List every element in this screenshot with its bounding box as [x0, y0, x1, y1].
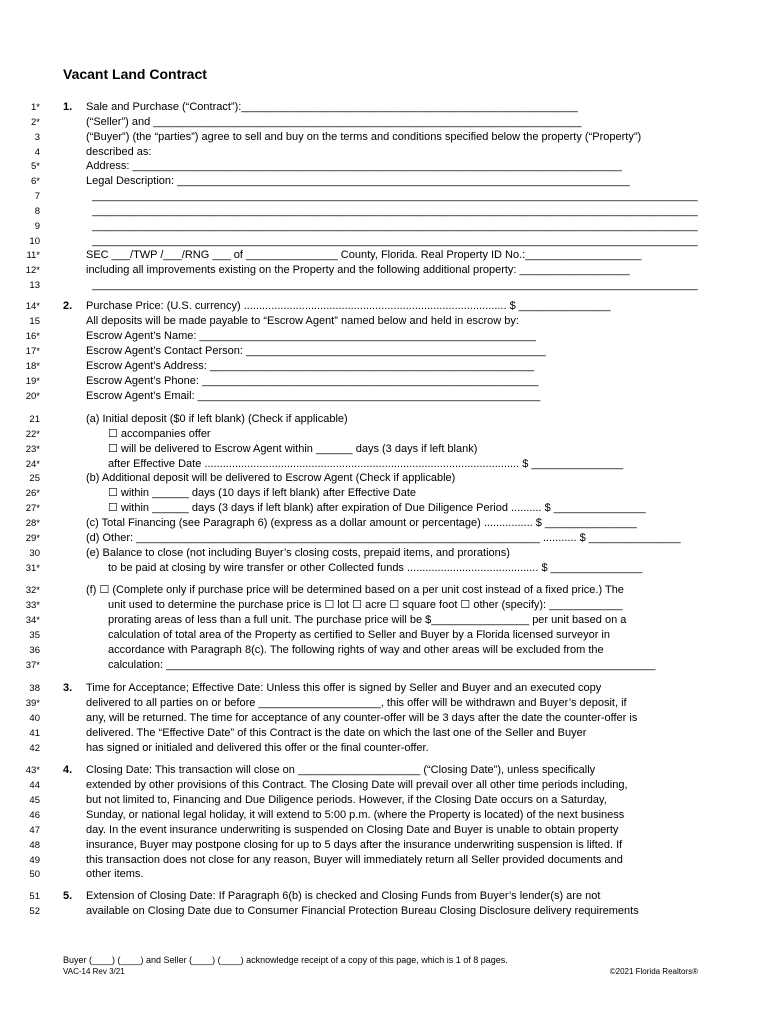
contract-line: [0, 823, 770, 838]
line-text: prorating areas of less than a full unit. The purchase price will be $________________ per unit based on a: [108, 614, 627, 626]
line-number: 18*: [25, 361, 40, 372]
line-number: 48: [29, 840, 40, 851]
line-text: ☐ within ______ days (10 days if left blank) after Effective Date: [108, 487, 417, 499]
contract-line: [0, 115, 770, 130]
line-text: described as:: [86, 146, 152, 158]
contract-line: [0, 838, 770, 853]
line-text: (“Seller”) and ______________________________________________________________________: [86, 116, 582, 128]
contract-line: [0, 234, 770, 249]
contract-line: [0, 808, 770, 823]
line-text: this transaction does not close for any reason, Buyer will immediately return all Seller provided documents and: [86, 854, 623, 866]
line-number: 35: [29, 630, 40, 641]
line-text: after Effective Date ....................................................................................................... $ _______________: [108, 458, 624, 470]
line-text: calculation: ________________________________________________________________________________: [108, 659, 656, 671]
line-number: 9: [34, 221, 40, 232]
line-number: 3: [34, 132, 40, 143]
line-number: 34*: [25, 615, 40, 626]
line-text: (a) Initial deposit ($0 if left blank) (Check if applicable): [86, 413, 348, 425]
line-text: Purchase Price: (U.S. currency) ...................................................................................... $ _______________: [86, 300, 611, 312]
line-text: to be paid at closing by wire transfer or other Collected funds ........................................... $ _______________: [108, 562, 643, 574]
line-number: 26*: [25, 488, 40, 499]
contract-line: [0, 793, 770, 808]
line-text: Escrow Agent’s Phone: _______________________________________________________: [86, 375, 539, 387]
line-text: ☐ will be delivered to Escrow Agent within ______ days (3 days if left blank): [108, 443, 478, 455]
line-text: ___________________________________________________________________________________________________: [92, 220, 698, 232]
line-number: 42: [29, 743, 40, 754]
line-number: 29*: [25, 533, 40, 544]
line-text: day. In the event insurance underwriting is suspended on Closing Date and Buyer is unable to obtain property: [86, 824, 619, 836]
line-number: 37*: [25, 660, 40, 671]
contract-line: [0, 598, 770, 613]
contract-line: [0, 374, 770, 389]
line-text: Sale and Purchase (“Contract”):_______________________________________________________: [86, 101, 578, 113]
line-text: SEC ___/TWP /___/RNG ___ of _______________ County, Florida. Real Property ID No.:___________________: [86, 249, 642, 261]
line-text: calculation of total area of the Property as certified to Seller and Buyer by a Florida licensed surveyor in: [108, 629, 610, 641]
line-text: (b) Additional deposit will be delivered to Escrow Agent (Check if applicable): [86, 472, 456, 484]
contract-line: [0, 359, 770, 374]
line-number: 51: [29, 891, 40, 902]
contract-line: [0, 889, 770, 904]
line-text: ___________________________________________________________________________________________________: [92, 279, 698, 291]
contract-line: [0, 442, 770, 457]
contract-line: [0, 853, 770, 868]
line-text: Legal Description: __________________________________________________________________________: [86, 175, 630, 187]
contract-line: [0, 546, 770, 561]
copyright: ©2021 Florida Realtors®: [609, 967, 698, 976]
contract-line: [0, 867, 770, 882]
line-number: 45: [29, 795, 40, 806]
contract-line: [0, 263, 770, 278]
section-number: 2.: [63, 300, 73, 312]
contract-line: [0, 278, 770, 293]
contract-line: [0, 299, 770, 314]
contract-line: [0, 100, 770, 115]
contract-line: [0, 501, 770, 516]
line-number: 23*: [25, 444, 40, 455]
contract-line: [0, 741, 770, 756]
line-number: 41: [29, 728, 40, 739]
line-text: delivered. The “Effective Date” of this Contract is the date on which the last one of the Seller and Buyer: [86, 727, 587, 739]
line-number: 4: [34, 147, 40, 158]
contract-line: [0, 344, 770, 359]
line-text: including all improvements existing on the Property and the following additional property: __________________: [86, 264, 630, 276]
line-text: Escrow Agent’s Contact Person: _________________________________________________: [86, 345, 546, 357]
line-number: 43*: [25, 765, 40, 776]
line-number: 10: [29, 236, 40, 247]
contract-line: [0, 583, 770, 598]
line-number: 46: [29, 810, 40, 821]
contract-line: [0, 248, 770, 263]
line-number: 25: [29, 473, 40, 484]
line-number: 32*: [25, 585, 40, 596]
line-text: unit used to determine the purchase price is ☐ lot ☐ acre ☐ square foot ☐ other (specify): ____________: [108, 599, 623, 611]
contract-line: [0, 681, 770, 696]
line-number: 49: [29, 855, 40, 866]
line-text: ☐ within ______ days (3 days if left blank) after expiration of Due Diligence Period .......... $ _______________: [108, 502, 646, 514]
contract-line: [0, 486, 770, 501]
line-number: 5*: [31, 161, 40, 172]
contract-line: [0, 329, 770, 344]
line-text: (d) Other: __________________________________________________________________ ........... $ _______________: [86, 532, 681, 544]
line-text: Escrow Agent’s Address: _____________________________________________________: [86, 360, 535, 372]
line-text: insurance, Buyer may postpone closing for up to 5 days after the insurance underwriting suspension is lifted. If: [86, 839, 623, 851]
contract-line: [0, 174, 770, 189]
line-number: 36: [29, 645, 40, 656]
contract-line: [0, 189, 770, 204]
line-number: 40: [29, 713, 40, 724]
contract-line: [0, 457, 770, 472]
contract-line: [0, 145, 770, 160]
line-number: 20*: [25, 391, 40, 402]
section-number: 4.: [63, 764, 73, 776]
contract-line: [0, 531, 770, 546]
line-number: 52: [29, 906, 40, 917]
line-number: 2*: [31, 117, 40, 128]
line-number: 50: [29, 869, 40, 880]
section-number: 1.: [63, 101, 73, 113]
line-text: ___________________________________________________________________________________________________: [92, 190, 698, 202]
contract-line: [0, 696, 770, 711]
contract-line: [0, 561, 770, 576]
line-number: 6*: [31, 176, 40, 187]
contract-line: [0, 613, 770, 628]
line-number: 16*: [25, 331, 40, 342]
line-number: 22*: [25, 429, 40, 440]
section-number: 5.: [63, 890, 73, 902]
section-number: 3.: [63, 682, 73, 694]
line-text: (e) Balance to close (not including Buyer’s closing costs, prepaid items, and prorations): [86, 547, 510, 559]
line-number: 33*: [25, 600, 40, 611]
line-text: accordance with Paragraph 8(c). The following rights of way and other areas will be excluded from the: [108, 644, 604, 656]
line-number: 28*: [25, 518, 40, 529]
line-text: but not limited to, Financing and Due Diligence periods. However, if the Closing Date occurs on a Saturday,: [86, 794, 607, 806]
line-text: any, will be returned. The time for acceptance of any counter-offer will be 3 days after the date the counter-offer is: [86, 712, 638, 724]
line-number: 8: [34, 206, 40, 217]
contract-line: [0, 471, 770, 486]
contract-line: [0, 726, 770, 741]
page-acknowledgement: Buyer (____) (____) and Seller (____) (____) acknowledge receipt of a copy of this page, which is 1 of 8 pages.: [63, 955, 508, 965]
line-number: 21: [29, 414, 40, 425]
line-text: Address: ________________________________________________________________________________: [86, 160, 622, 172]
line-text: ☐ accompanies offer: [108, 428, 211, 440]
line-number: 17*: [25, 346, 40, 357]
line-number: 15: [29, 316, 40, 327]
line-text: Closing Date: This transaction will close on ____________________ (“Closing Date”), unless specifically: [86, 764, 596, 776]
document-title: Vacant Land Contract: [63, 66, 207, 82]
line-number: 27*: [25, 503, 40, 514]
line-text: extended by other provisions of this Contract. The Closing Date will prevail over all other time periods including,: [86, 779, 628, 791]
contract-line: [0, 778, 770, 793]
line-number: 12*: [25, 265, 40, 276]
line-number: 1*: [31, 102, 40, 113]
line-text: Escrow Agent’s Name: _______________________________________________________: [86, 330, 536, 342]
line-text: (c) Total Financing (see Paragraph 6) (express as a dollar amount or percentage) ................ $ _______________: [86, 517, 637, 529]
line-text: delivered to all parties on or before ____________________, this offer will be withdrawn and Buyer’s deposit, if: [86, 697, 627, 709]
line-number: 24*: [25, 459, 40, 470]
line-text: has signed or initialed and delivered this offer or the final counter-offer.: [86, 742, 429, 754]
line-text: available on Closing Date due to Consumer Financial Protection Bureau Closing Disclosure delivery requirements: [86, 905, 639, 917]
line-number: 13: [29, 280, 40, 291]
line-number: 31*: [25, 563, 40, 574]
line-text: All deposits will be made payable to “Escrow Agent” named below and held in escrow by:: [86, 315, 519, 327]
line-text: other items.: [86, 868, 144, 880]
line-text: (f) ☐ (Complete only if purchase price will be determined based on a per unit cost instead of a fixed price.) The: [86, 584, 624, 596]
line-number: 7: [34, 191, 40, 202]
line-text: (“Buyer”) (the “parties”) agree to sell and buy on the terms and conditions specified below the property (“Property”): [86, 131, 642, 143]
contract-line: [0, 204, 770, 219]
contract-line: [0, 904, 770, 919]
contract-line: [0, 658, 770, 673]
contract-line: [0, 412, 770, 427]
line-text: ___________________________________________________________________________________________________: [92, 205, 698, 217]
contract-line: [0, 159, 770, 174]
line-text: Extension of Closing Date: If Paragraph 6(b) is checked and Closing Funds from Buyer’s lender(s) are not: [86, 890, 601, 902]
contract-line: [0, 711, 770, 726]
contract-line: [0, 314, 770, 329]
form-id: VAC-14 Rev 3/21: [63, 967, 125, 976]
contract-line: [0, 427, 770, 442]
line-number: 11*: [26, 250, 40, 261]
line-number: 39*: [25, 698, 40, 709]
line-number: 19*: [25, 376, 40, 387]
contract-line: [0, 219, 770, 234]
line-text: Sunday, or national legal holiday, it will extend to 5:00 p.m. (where the Property is located) of the next business: [86, 809, 625, 821]
line-text: ___________________________________________________________________________________________________: [92, 235, 698, 247]
contract-line: [0, 628, 770, 643]
line-text: Time for Acceptance; Effective Date: Unless this offer is signed by Seller and Buyer and an executed copy: [86, 682, 602, 694]
contract-line: [0, 516, 770, 531]
line-text: Escrow Agent’s Email: ________________________________________________________: [86, 390, 541, 402]
line-number: 44: [29, 780, 40, 791]
contract-line: [0, 763, 770, 778]
contract-line: [0, 643, 770, 658]
line-number: 38: [29, 683, 40, 694]
line-number: 30: [29, 548, 40, 559]
line-number: 14*: [25, 301, 40, 312]
contract-line: [0, 130, 770, 145]
line-number: 47: [29, 825, 40, 836]
contract-line: [0, 389, 770, 404]
